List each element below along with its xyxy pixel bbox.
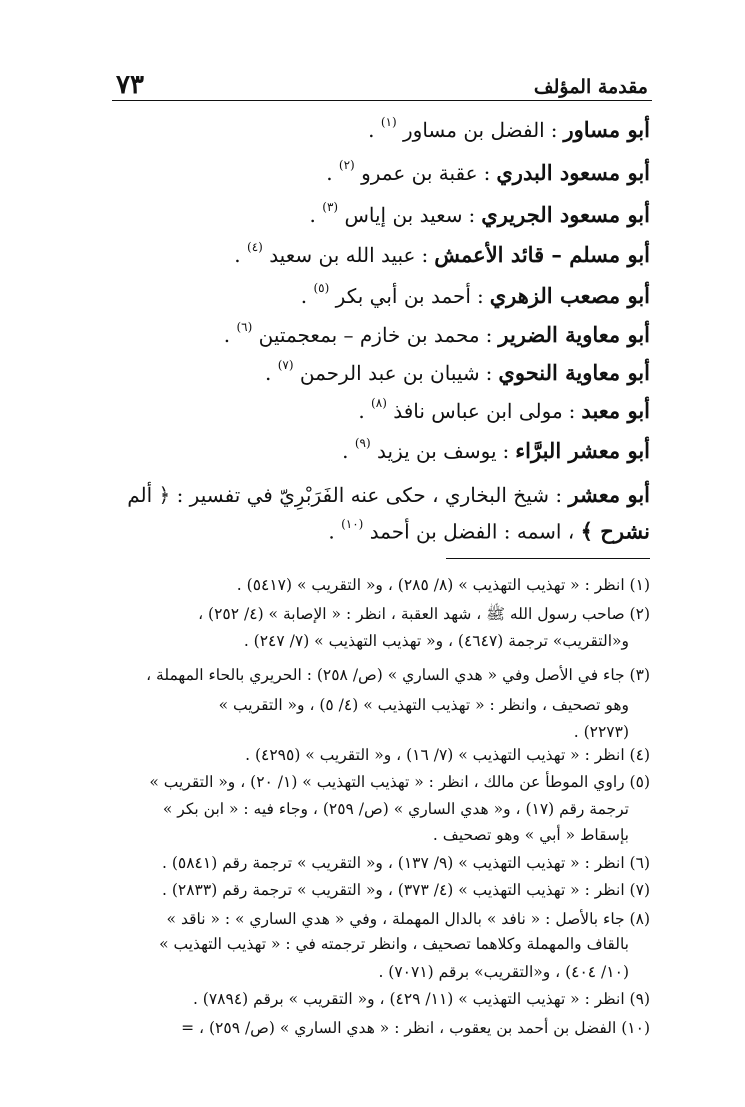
entry-row: أبو معاوية النحوي:شيبان بن عبد الرحمن $^{(٧)}$ . bbox=[264, 358, 650, 385]
entry-row: أبو معبد:مولى ابن عباس نافذ $^{(٨)}$ . bbox=[358, 396, 650, 423]
footnote-line: (٢٢٧٣) . bbox=[573, 723, 629, 741]
footnote-ref: (٤) bbox=[247, 240, 263, 255]
footnote-line: (٧) انظر : « تهذيب التهذيب » (٤/ ٣٧٣) ، و« التقريب » ترجمة رقم (٢٨٣٣) . bbox=[162, 881, 650, 899]
footnote-line: (٦) انظر : « تهذيب التهذيب » (٩/ ١٣٧) ، و« التقريب » ترجمة رقم (٥٨٤١) . bbox=[162, 854, 650, 872]
footnote-ref: (٢) bbox=[338, 158, 355, 173]
footnote-ref: (١) bbox=[380, 115, 397, 130]
page-number: ٧٣ bbox=[116, 70, 144, 100]
footnote-line: (٤) انظر : « تهذيب التهذيب » (٧/ ١٦) ، و« التقريب » (٤٢٩٥) . bbox=[245, 746, 650, 764]
footnote-line: و«التقريب» ترجمة (٤٦٤٧) ، و« تهذيب التهذيب » (٧/ ٢٤٧) . bbox=[243, 632, 629, 650]
kunya-name: أبو مسلم – قائد الأعمش bbox=[434, 242, 650, 267]
kunya-name: أبو معشر البرَّاء bbox=[515, 438, 650, 463]
entry-desc: مولى ابن عباس نافذ bbox=[393, 399, 563, 423]
entry-desc: عقبة بن عمرو bbox=[361, 161, 478, 185]
footnote-ref: (٣) bbox=[322, 200, 339, 215]
footnote-line: (٢) صاحب رسول الله ﷺ ، شهد العقبة ، انظر : « الإصابة » (٤/ ٢٥٢) ، bbox=[198, 605, 650, 623]
footnote-ref: (٦) bbox=[236, 320, 253, 335]
entry-desc: الفضل بن مساور bbox=[403, 118, 545, 142]
kunya-name: أبو معشر bbox=[568, 482, 650, 507]
footnote-separator bbox=[446, 558, 650, 559]
kunya-name: أبو معاوية النحوي bbox=[498, 360, 650, 385]
entry-row: أبو مسعود البدري:عقبة بن عمرو $^{(٢)}$ . bbox=[326, 158, 650, 185]
entry-row: أبو معاوية الضرير:محمد بن خازم – بمعجمتين $^{(٦)}$ . bbox=[223, 320, 650, 347]
footnote-line: وهو تصحيف ، وانظر : « تهذيب التهذيب » (٤/ ٥) ، و« التقريب » bbox=[218, 696, 629, 714]
kunya-name: أبو معاوية الضرير bbox=[498, 322, 650, 347]
footnote-line: (٩) انظر : « تهذيب التهذيب » (١١/ ٤٢٩) ، و« التقريب » برقم (٧٨٩٤) . bbox=[192, 990, 650, 1008]
footnote-ref: (٩) bbox=[354, 436, 371, 451]
running-title: مقدمة المؤلف bbox=[533, 76, 648, 98]
footnote-ref: (٥) bbox=[313, 281, 330, 296]
entry-row: أبو مسعود الجريري:سعيد بن إياس $^{(٣)}$ . bbox=[309, 200, 650, 227]
kunya-name: أبو معبد bbox=[581, 398, 650, 423]
footnote-ref: (١٠) bbox=[341, 517, 364, 531]
footnote-line: (١٠/ ٤٠٤) ، و«التقريب» برقم (٧٠٧١) . bbox=[378, 963, 629, 981]
kunya-name: أبو مسعود البدري bbox=[496, 160, 650, 185]
entry-desc: أحمد بن أبي بكر bbox=[335, 284, 471, 308]
footnote-ref: (٨) bbox=[371, 396, 387, 411]
kunya-name: أبو مسعود الجريري bbox=[481, 202, 650, 227]
entry-desc: شيبان بن عبد الرحمن bbox=[299, 361, 480, 385]
entry-desc: سعيد بن إياس bbox=[344, 203, 463, 227]
footnote-line: ترجمة رقم (١٧) ، و« هدي الساري » (ص/ ٢٥٩) ، وجاء فيه : « ابن بكر » bbox=[162, 800, 629, 818]
entry-row: أبو معشر البرَّاء:يوسف بن يزيد $^{(٩)}$ . bbox=[342, 436, 650, 463]
entry-desc-line2: ، اسمه : الفضل بن أحمد bbox=[369, 519, 575, 544]
footnote-line: (١٠) الفضل بن أحمد بن يعقوب ، انظر : « هدي الساري » (ص/ ٢٥٩) ، = bbox=[181, 1019, 650, 1037]
entry-desc-line1: شيخ البخاري ، حكى عنه الفَرَبْرِيّ في تفسير : ﴿ ألم bbox=[127, 483, 549, 507]
entry-row: أبو مسلم – قائد الأعمش:عبيد الله بن سعيد $^{(٤)}$ . bbox=[234, 240, 650, 267]
kunya-name: أبو مساور bbox=[563, 117, 650, 142]
entry-row: أبو مصعب الزهري:أحمد بن أبي بكر $^{(٥)}$ . bbox=[300, 281, 650, 308]
footnote-line: بإسقاط « أبي » وهو تصحيف . bbox=[432, 826, 629, 844]
footnote-line: (٣) جاء في الأصل وفي « هدي الساري » (ص/ ٢٥٨) : الحريري بالحاء المهملة ، bbox=[146, 666, 650, 684]
footnote-ref: (٧) bbox=[277, 358, 294, 373]
footnote-line: (٥) راوي الموطأ عن مالك ، انظر : « تهذيب التهذيب » (١/ ٢٠) ، و« التقريب » bbox=[149, 773, 650, 791]
kunya-name: أبو مصعب الزهري bbox=[489, 283, 650, 308]
entry-row: أبو مساور:الفضل بن مساور $^{(١)}$ . bbox=[368, 115, 650, 142]
entry-paragraph: أبو معشر : شيخ البخاري ، حكى عنه الفَرَبْرِيّ في تفسير : ﴿ ألم نشرح ﴾ ، اسمه : الفضل بن أحمد $^{(١٠)}$ . bbox=[127, 482, 650, 544]
footnote-line: (١) انظر : « تهذيب التهذيب » (٨/ ٢٨٥) ، و« التقريب » (٥٤١٧) . bbox=[236, 576, 650, 594]
quran-surah-ref: نشرح ﴾ bbox=[580, 518, 650, 544]
footnote-line: بالقاف والمهملة وكلاهما تصحيف ، وانظر ترجمته في : « تهذيب التهذيب » bbox=[159, 935, 629, 953]
entry-desc: عبيد الله بن سعيد bbox=[269, 243, 416, 267]
footnote-line: (٨) جاء بالأصل : « نافد » بالدال المهملة ، وفي « هدي الساري » : « ناقد » bbox=[166, 910, 650, 928]
page-header bbox=[112, 68, 652, 101]
entry-desc: محمد بن خازم – بمعجمتين bbox=[258, 323, 480, 347]
entry-desc: يوسف بن يزيد bbox=[377, 439, 497, 463]
